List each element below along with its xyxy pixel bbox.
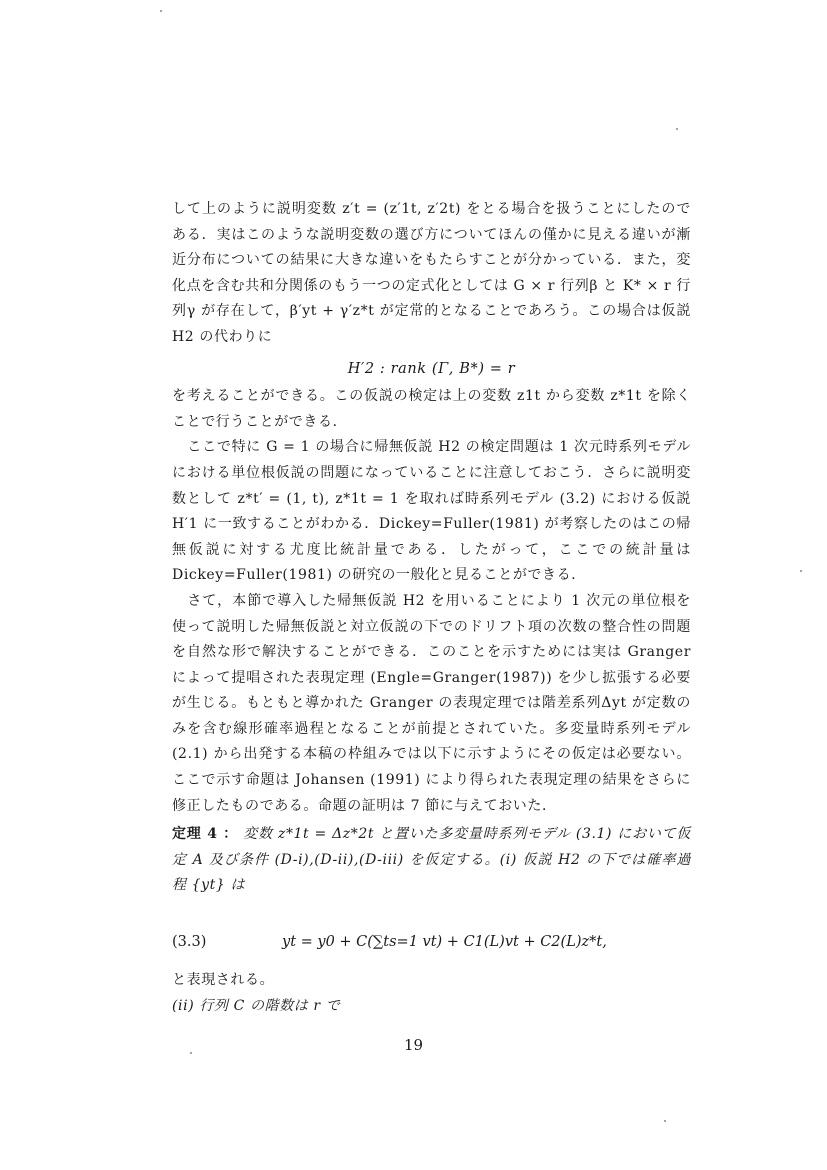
- after-line-2: (ii) 行列 C の階数は r で: [172, 997, 341, 1014]
- theorem-statement: 変数 z*1t = Δz*2t と置いた多変量時系列モデル (3.1) において仮定 A 及び条件 (D-i),(D-ii),(D-iii) を仮定する。(i) 仮説 H2 の下では確率過程 {yt} は: [172, 826, 691, 894]
- body-text: [172, 197, 691, 819]
- paragraph-2: を考えることができる。この仮説の検定は上の変数 z1t から変数 z*1t を除くことで行うことができる．: [172, 388, 691, 430]
- paragraph-4: さて，本節で導入した帰無仮説 H2 を用いることにより 1 次元の単位根を使って説明した帰無仮説と対立仮説の下でのドリフト項の次数の整合性の問題を自然な形で解決することができる．このことを示すためには実は Granger によって提唱された表現定理 (Engle=Granger(1987)) を少し拡張する必要が生じる。もともと導かれた Granger の表現定理では階差系列Δyt が定数のみを含む線形確率過程となることが前提とされていた。多変量時系列モデル (2.1) から出発する本稿の枠組みでは以下に示すようにその仮定は必要ない。ここで示す命題は Johansen (1991) により得られた表現定理の結果をさらに修正したものである。命題の証明は 7 節に与えておいた．: [172, 592, 691, 814]
- after-equation-text: [172, 968, 691, 1019]
- equation-number: (3.3): [172, 934, 207, 950]
- paragraph-1: して上のように説明変数 z′t = (z′1t, z′2t) をとる場合を扱うことにしたのである．実はこのような説明変数の選び方についてほんの僅かに見える違いが漸近分布についての結果に大きな違いをもたらすことが分かっている．また，変化点を含む共和分関係のもう一つの定式化としては G × r 行列β と K* × r 行列γ が存在して，β′yt + γ′z*t が定常的となることであろう。この場合は仮説 H2 の代わりに: [172, 201, 691, 345]
- after-line-1: と表現される。: [172, 972, 275, 988]
- theorem-heading: 定理 4 ：: [172, 826, 238, 842]
- paragraph-3: ここで特に G = 1 の場合に帰無仮説 H2 の検定問題は 1 次元時系列モデルにおける単位根仮説の問題になっていることに注意しておこう．さらに説明変数として z*t′ = (1, t), z*1t = 1 を取れば時系列モデル (3.2) における仮説 H′1 に一致することがわかる．Dickey=Fuller(1981) が考察したのはこの帰無仮説に対する尤度比統計量である．したがって，ここでの統計量は Dickey=Fuller(1981) の研究の一般化と見ることができる．: [172, 439, 691, 584]
- equation-h2-prime: H′2 : rank (Γ, B*) = r: [347, 360, 516, 377]
- equation-body: yt = y0 + C(∑ts=1 vt) + C1(L)vt + C2(L)z*t,: [282, 934, 607, 950]
- theorem-4: [172, 822, 691, 899]
- page-number: 19: [403, 1036, 424, 1054]
- equation-3-3: [172, 918, 691, 968]
